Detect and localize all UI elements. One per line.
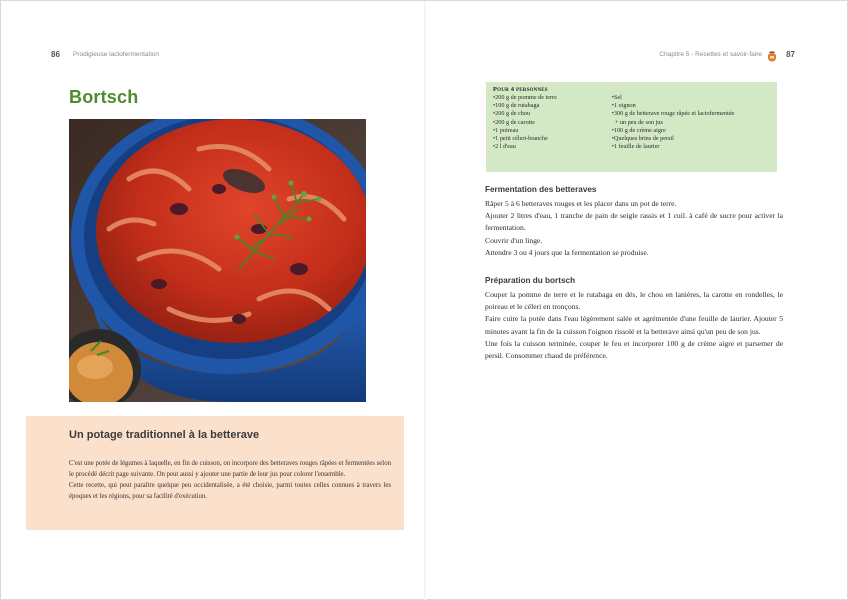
ingredient-item: • 200 g de pomme de terre: [493, 94, 612, 102]
ingredient-item: • 200 g de carotte: [493, 119, 612, 127]
ingredient-item: • 100 g de rutabaga: [493, 102, 612, 110]
instruction-paragraph: Une fois la cuisson terminée, couper le feu et incorporer 100 g de crème aigre et parsemer de persil. Consommer chaud de préférence.: [485, 338, 783, 361]
ingredients-column-2: [612, 94, 770, 151]
ingredient-item: • 100 g de crème aigre: [612, 127, 770, 135]
bortsch-pot-photo: [69, 119, 366, 402]
intro-text: [69, 458, 391, 502]
section-heading-fermentation: Fermentation des betteraves: [485, 185, 597, 194]
ingredient-item: • 300 g de betterave rouge râpée et lactofermentée: [612, 110, 770, 118]
ingredient-item: • 200 g de chou: [493, 110, 612, 118]
ingredient-item: • 1 poireau: [493, 127, 612, 135]
ingredients-column-1: [493, 94, 612, 151]
intro-heading: Un potage traditionnel à la betterave: [69, 429, 260, 441]
ingredient-item: • 1 oignon: [612, 102, 770, 110]
intro-box: [26, 416, 404, 530]
page-number-right: 87: [786, 50, 795, 59]
ingredient-item: • Sel: [612, 94, 770, 102]
instruction-paragraph: Couper la pomme de terre et le rutabaga en dés, le chou en lanières, la carotte en rondelles, le poireau et le céleri en tronçons.: [485, 290, 783, 312]
page-number-left: 86: [51, 50, 60, 59]
ingredient-item: • Quelques brins de persil: [612, 135, 770, 143]
ingredient-item: + un peu de son jus: [614, 118, 663, 126]
recipe-title: Bortsch: [69, 87, 139, 107]
ingredient-item: • 2 l d'eau: [493, 143, 612, 151]
instruction-paragraph: Faire cuire la potée dans l'eau légèrement salée et agrémentée d'une feuille de laurier. Ajouter 5 minutes avant la fin de la cuisson l'oignon rissolé et la betterave ainsi qu'un peu de son jus.: [485, 314, 783, 336]
ingredient-item: • 1 petit céleri-branche: [493, 135, 612, 143]
instruction-paragraph: Ajouter 2 litres d'eau, 1 tranche de pain de seigle rassis et 1 cuil. à café de sucre pour activer la fermentation.: [485, 211, 783, 233]
instruction-paragraph: Attendre 3 ou 4 jours que la fermentation se produise.: [485, 247, 649, 257]
gutter-fold: [424, 1, 426, 600]
section-heading-preparation: Préparation du bortsch: [485, 276, 576, 285]
ingredients-header: Pour 4 personnes: [493, 86, 548, 93]
running-head-right: Chapitre 5 - Recettes et savoir-faire: [659, 51, 762, 58]
section-body-preparation: [485, 289, 783, 362]
ingredients-box: [486, 82, 777, 172]
intro-paragraph: C'est une potée de légumes à laquelle, en fin de cuisson, on incorpore des betteraves rouges râpées et fermentées selon le procédé décrit page suivante. On peut aussi y ajouter une partie de leur jus pour colorer l'ensemble.: [69, 460, 391, 478]
instruction-paragraph: Couvrir d'un linge.: [485, 235, 543, 245]
section-body-fermentation: [485, 198, 783, 259]
ingredient-item: • 1 feuille de laurier: [612, 143, 770, 151]
running-head-left: Prodigieuse lactofermentation: [73, 51, 159, 58]
jar-icon: [767, 49, 777, 60]
instruction-paragraph: Râper 5 à 6 betteraves rouges et les placer dans un pot de terre.: [485, 199, 677, 208]
intro-paragraph: Cette recette, qui peut paraître quelque peu occidentalisée, a été choisie, parmi toutes celles connues à travers les époques et les régions, pour sa facilité d'exécution.: [69, 482, 391, 500]
